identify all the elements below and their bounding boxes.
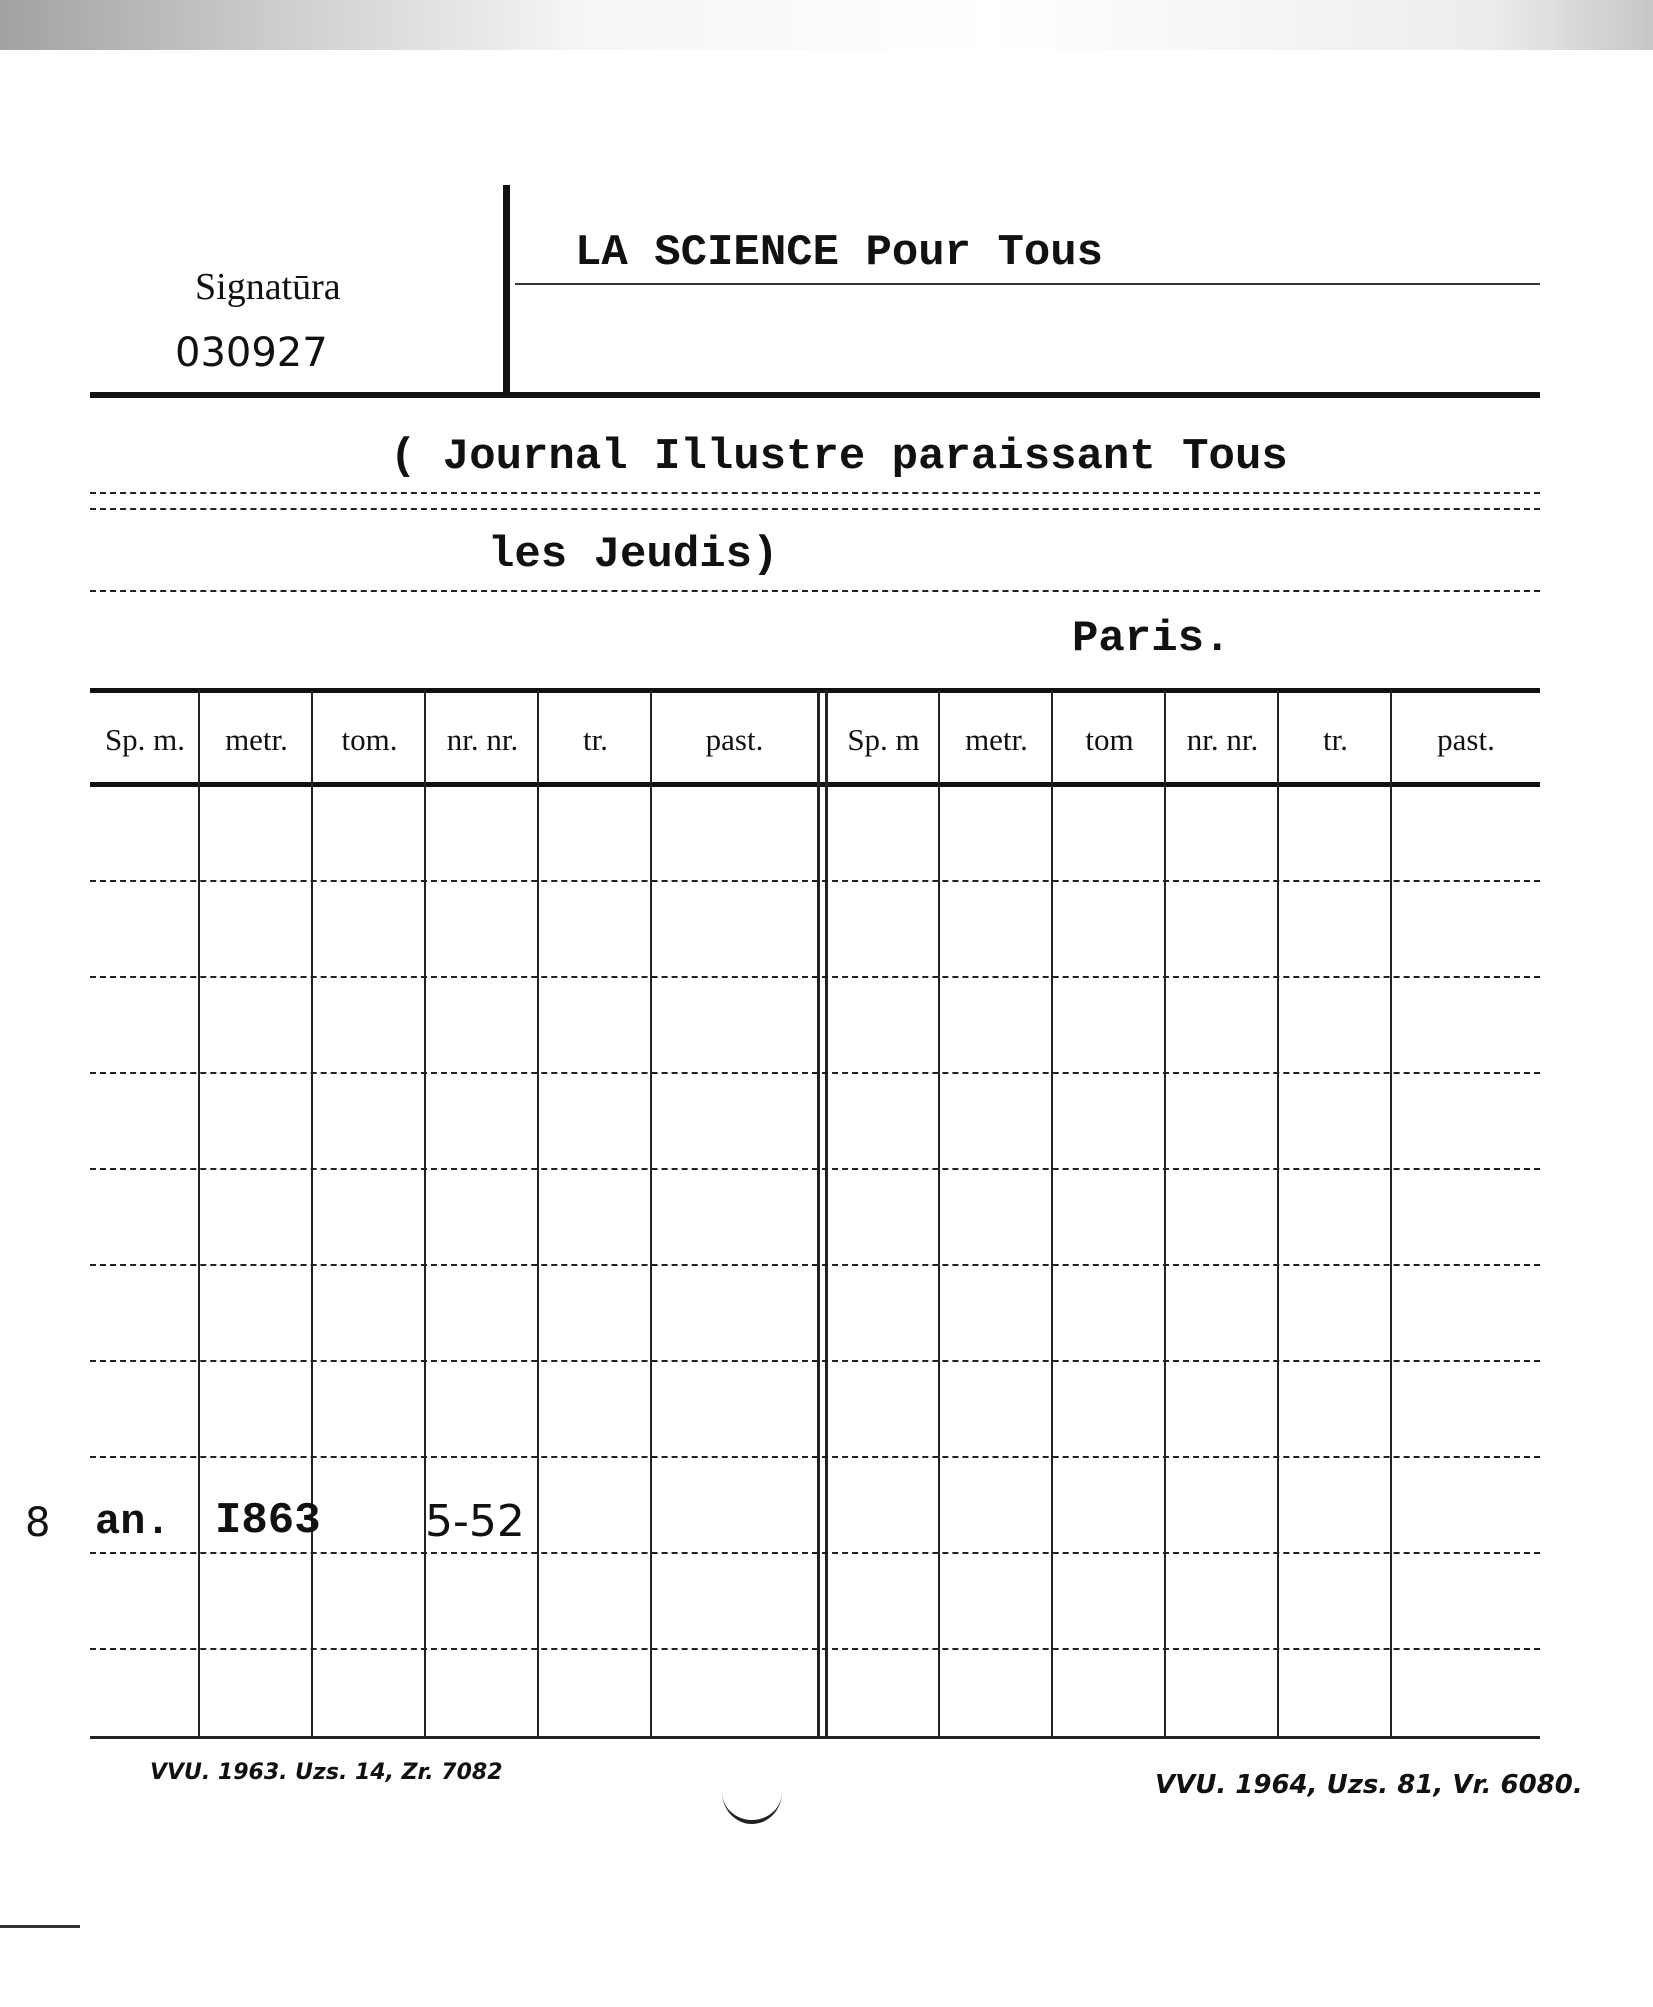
center-double-line bbox=[817, 690, 820, 1737]
rule bbox=[90, 508, 1540, 510]
title-underline bbox=[515, 283, 1540, 285]
header-metr-left: metr. bbox=[225, 722, 288, 757]
entry-nr-nr: 5-52 bbox=[425, 1496, 525, 1547]
column-line bbox=[1277, 690, 1279, 1737]
row-number: 8 bbox=[25, 1500, 51, 1546]
table-top-rule bbox=[90, 688, 1540, 693]
header-tr-left: tr. bbox=[583, 722, 608, 757]
row-rule bbox=[90, 1648, 1540, 1650]
column-line bbox=[198, 690, 200, 1737]
header-sp-m-left: Sp. m. bbox=[104, 722, 186, 757]
table-bottom-rule bbox=[90, 1736, 1540, 1739]
place: Paris. bbox=[1072, 614, 1231, 664]
signature-label: Signatūra bbox=[195, 266, 341, 308]
column-line bbox=[938, 690, 940, 1737]
header-tr-right: tr. bbox=[1323, 722, 1348, 757]
entry-metr: I863 bbox=[215, 1496, 321, 1546]
column-line bbox=[1164, 690, 1166, 1737]
subtitle-line-2: les Jeudis) bbox=[488, 530, 779, 580]
punch-mark bbox=[722, 1760, 782, 1824]
center-double-line bbox=[825, 690, 828, 1737]
column-line bbox=[424, 690, 426, 1737]
row-rule bbox=[90, 1168, 1540, 1170]
row-rule bbox=[90, 1456, 1540, 1458]
header-past-right: past. bbox=[1437, 722, 1495, 757]
header-tom-left: tom. bbox=[341, 722, 398, 757]
header-nr-nr-right: nr. nr. bbox=[1186, 722, 1259, 757]
rule bbox=[90, 492, 1540, 494]
signature-number: 030927 bbox=[175, 330, 328, 376]
stamp-right: VVU. 1964, Uzs. 81, Vr. 6080. bbox=[1155, 1770, 1583, 1800]
header-tom-right: tom bbox=[1085, 722, 1134, 757]
column-line bbox=[311, 690, 313, 1737]
header-past-left: past. bbox=[705, 722, 764, 757]
row-rule bbox=[90, 976, 1540, 978]
header-divider bbox=[503, 185, 510, 395]
header-nr-nr-left: nr. nr. bbox=[446, 722, 519, 757]
column-line bbox=[650, 690, 652, 1737]
row-rule bbox=[90, 1072, 1540, 1074]
column-line bbox=[1051, 690, 1053, 1737]
header-metr-right: metr. bbox=[965, 722, 1028, 757]
header-sp-m-right: Sp. m bbox=[847, 722, 920, 757]
scan-noise-top bbox=[0, 0, 1653, 50]
column-line bbox=[537, 690, 539, 1737]
header-bottom-rule bbox=[90, 782, 1540, 787]
row-rule bbox=[90, 1264, 1540, 1266]
entry-sp-m: an. bbox=[95, 1498, 171, 1546]
row-rule bbox=[90, 880, 1540, 882]
column-line bbox=[1390, 690, 1392, 1737]
row-rule bbox=[90, 1552, 1540, 1554]
rule bbox=[90, 590, 1540, 592]
title: LA SCIENCE Pour Tous bbox=[575, 228, 1104, 278]
row-rule bbox=[90, 1360, 1540, 1362]
subtitle-line-1: ( Journal Illustre paraissant Tous bbox=[390, 432, 1288, 482]
header-rule bbox=[90, 392, 1540, 398]
stamp-left: VVU. 1963. Uzs. 14, Zr. 7082 bbox=[150, 1760, 503, 1785]
scan-mark bbox=[0, 1925, 80, 1928]
